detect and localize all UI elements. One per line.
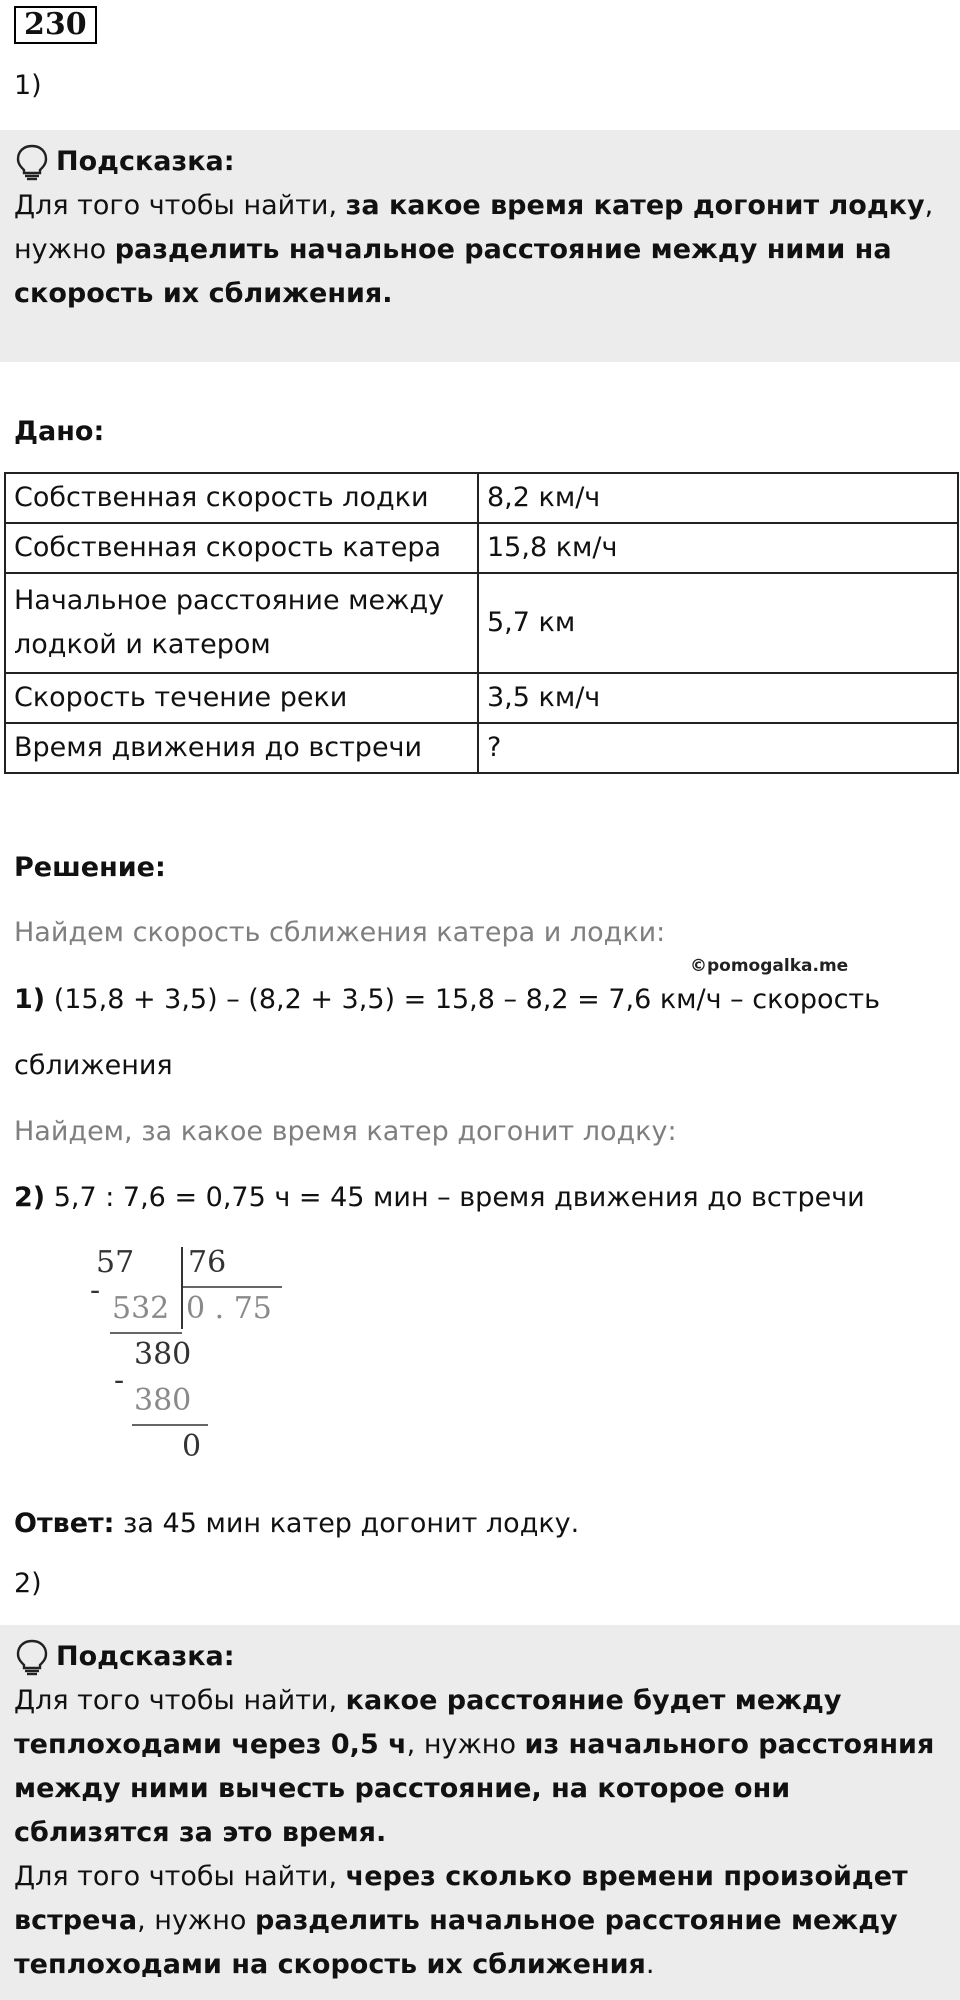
table-row <box>5 523 958 573</box>
hint-title: Подсказка: <box>56 146 235 177</box>
remainder-1: 380 <box>134 1337 192 1372</box>
lightbulb-icon <box>14 143 50 181</box>
given-label: Собственная скорость катера <box>5 523 478 573</box>
answer: Ответ: за 45 мин катер догонит лодку. <box>14 1508 580 1539</box>
step-2: 2) 5,7 : 7,6 = 0,75 ч = 45 мин – время движения до встречи <box>14 1182 865 1213</box>
part-2-label: 2) <box>14 1568 42 1599</box>
final-remainder: 0 <box>182 1429 202 1464</box>
given-value: ? <box>478 723 958 773</box>
given-value: 15,8 км/ч <box>478 523 958 573</box>
hint-box-1 <box>0 130 960 362</box>
table-row <box>5 473 958 523</box>
given-label: Начальное расстояние между лодкой и катером <box>5 573 478 673</box>
hint-paragraph-1: Для того чтобы найти, какое расстояние будет между теплоходами через 0,5 ч, нужно из начального расстояния между ними вычесть расстояние, на которое они сблизятся за это время. <box>14 1685 935 1848</box>
hint-text: Для того чтобы найти, за какое время катер догонит лодку, нужно разделить начальное расстояние между ними на скорость их сближения. <box>14 190 934 309</box>
hint-title: Подсказка: <box>56 1641 235 1672</box>
given-value: 3,5 км/ч <box>478 673 958 723</box>
dividend: 57 <box>96 1245 135 1280</box>
problem-number: 230 <box>14 6 97 44</box>
given-title: Дано: <box>14 416 105 447</box>
long-division <box>90 1245 310 1475</box>
given-label: Собственная скорость лодки <box>5 473 478 523</box>
quotient: 0 . 75 <box>186 1291 272 1326</box>
table-row <box>5 673 958 723</box>
lightbulb-icon <box>14 1638 50 1676</box>
given-label: Время движения до встречи <box>5 723 478 773</box>
part-1-label: 1) <box>14 70 42 101</box>
hint-header <box>14 1635 946 1679</box>
minus-sign: - <box>90 1273 101 1308</box>
step-1: 1) (15,8 + 3,5) – (8,2 + 3,5) = 15,8 – 8,2 = 7,6 км/ч – скорость <box>14 984 881 1015</box>
subtrahend-1: 532 <box>112 1291 170 1326</box>
divisor: 76 <box>188 1245 227 1280</box>
table-row <box>5 573 958 673</box>
step-1-continued: сближения <box>14 1050 173 1081</box>
hint-box-2 <box>0 1625 960 2000</box>
given-value: 8,2 км/ч <box>478 473 958 523</box>
step-2-intro: Найдем, за какое время катер догонит лодку: <box>14 1116 677 1147</box>
minus-sign: - <box>114 1363 125 1398</box>
given-table <box>4 472 959 774</box>
watermark: ©pomogalka.me <box>690 956 849 976</box>
table-row <box>5 723 958 773</box>
division-lines <box>90 1245 310 1475</box>
given-label: Скорость течение реки <box>5 673 478 723</box>
hint-header <box>14 140 946 184</box>
hint-paragraph-2: Для того чтобы найти, через сколько времени произойдет встреча, нужно разделить начальное расстояние между теплоходами на скорость их сближения. <box>14 1861 908 1980</box>
step-1-intro: Найдем скорость сближения катера и лодки: <box>14 917 666 948</box>
solution-title: Решение: <box>14 852 166 883</box>
given-value: 5,7 км <box>478 573 958 673</box>
subtrahend-2: 380 <box>134 1383 192 1418</box>
